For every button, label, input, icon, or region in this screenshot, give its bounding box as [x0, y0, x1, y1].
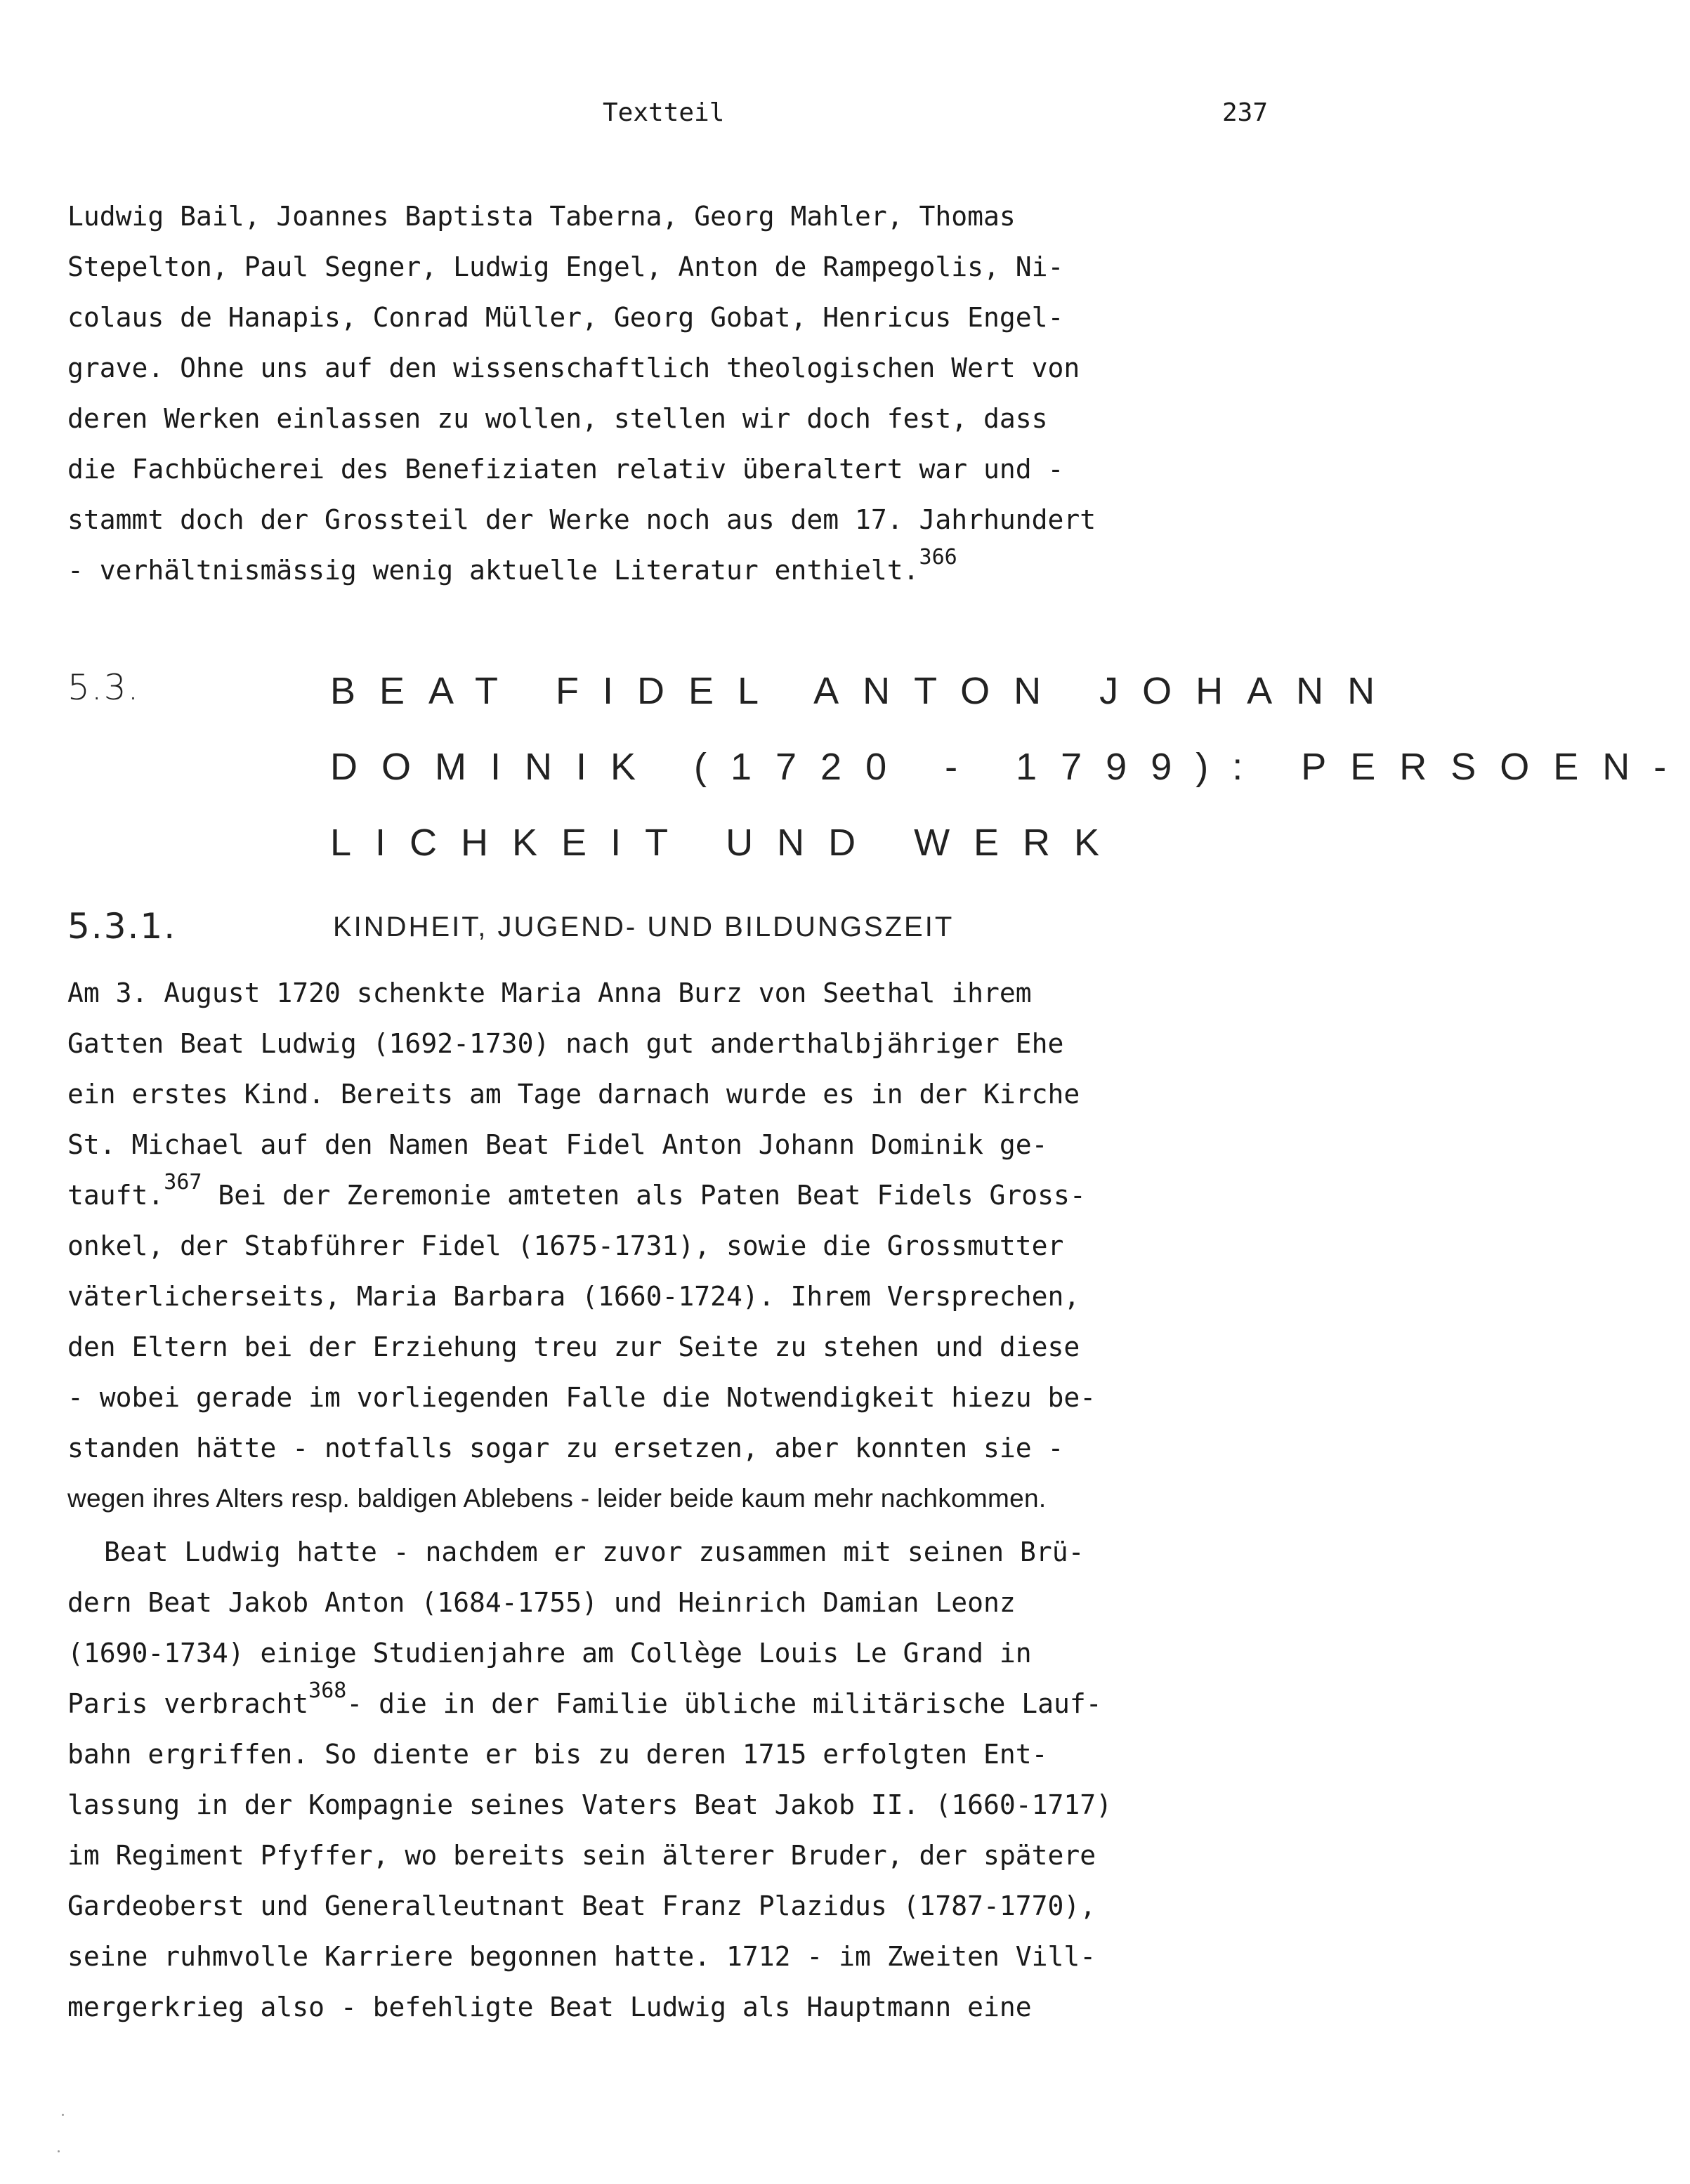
- paragraph-2: [67, 968, 1304, 1524]
- text-line: mergerkrieg also - befehligte Beat Ludwig als Hauptmann eine: [67, 1992, 1032, 2022]
- text-line: onkel, der Stabführer Fidel (1675-1731), sowie die Grossmutter: [67, 1230, 1064, 1261]
- text-segment: tauft.: [67, 1180, 164, 1211]
- section-title-line: DOMINIK (1720 - 1799): PERSOEN-: [330, 746, 1690, 788]
- text-line: bahn ergriffen. So diente er bis zu deren 1715 erfolgten Ent-: [67, 1739, 1048, 1770]
- text-line: [67, 1170, 1304, 1221]
- text-line: deren Werken einlassen zu wollen, stellen wir doch fest, dass: [67, 403, 1048, 434]
- text-line: dern Beat Jakob Anton (1684-1755) und Heinrich Damian Leonz: [67, 1587, 1016, 1618]
- text-line: lassung in der Kompagnie seines Vaters Beat Jakob II. (1660-1717): [67, 1789, 1113, 1820]
- section-number: 5.3.: [67, 667, 140, 708]
- text-line: Ludwig Bail, Joannes Baptista Taberna, Georg Mahler, Thomas: [67, 201, 1016, 232]
- section-title-line: BEAT FIDEL ANTON JOHANN: [330, 670, 1399, 712]
- scan-speck: [58, 2150, 60, 2152]
- text-line: seine ruhmvolle Karriere begonnen hatte. 1712 - im Zweiten Vill-: [67, 1941, 1096, 1972]
- text-segment: - die in der Familie übliche militärische Lauf-: [346, 1688, 1102, 1719]
- paragraph-1: [67, 191, 1304, 596]
- text-line: die Fachbücherei des Benefiziaten relativ überaltert war und -: [67, 454, 1064, 485]
- text-line: Gardeoberst und Generalleutnant Beat Franz Plazidus (1787-1770),: [67, 1890, 1096, 1921]
- text-line: - wobei gerade im vorliegenden Falle die Notwendigkeit hiezu be-: [67, 1382, 1096, 1413]
- subsection-number: 5.3.1.: [67, 906, 177, 947]
- section-title-line: LICHKEIT UND WERK: [330, 822, 1124, 864]
- running-title: Textteil: [603, 98, 725, 127]
- text-line: im Regiment Pfyffer, wo bereits sein älterer Bruder, der spätere: [67, 1840, 1096, 1871]
- footnote-marker: 366: [919, 545, 957, 570]
- text-line: colaus de Hanapis, Conrad Müller, Georg Gobat, Henricus Engel-: [67, 302, 1064, 333]
- paragraph-3: [67, 1527, 1304, 2032]
- text-line: Gatten Beat Ludwig (1692-1730) nach gut anderthalbjähriger Ehe: [67, 1028, 1064, 1059]
- footnote-marker: 367: [164, 1170, 202, 1195]
- text-line: ein erstes Kind. Bereits am Tage darnach wurde es in der Kirche: [67, 1079, 1080, 1110]
- text-line: väterlicherseits, Maria Barbara (1660-1724). Ihrem Versprechen,: [67, 1281, 1080, 1312]
- text-line: grave. Ohne uns auf den wissenschaftlich theologischen Wert von: [67, 353, 1080, 383]
- text-segment: - verhältnismässig wenig aktuelle Literatur enthielt.: [67, 555, 919, 586]
- text-line: wegen ihres Alters resp. baldigen Ablebens - leider beide kaum mehr nachkommen.: [67, 1484, 1047, 1513]
- text-segment: Bei der Zeremonie amteten als Paten Beat Fidels Gross-: [202, 1180, 1086, 1211]
- text-line: Stepelton, Paul Segner, Ludwig Engel, Anton de Rampegolis, Ni-: [67, 251, 1064, 282]
- section-title: [330, 653, 1690, 881]
- scan-speck: [62, 2114, 64, 2116]
- footnote-marker: 368: [308, 1678, 347, 1703]
- page-number: 237: [1222, 98, 1269, 127]
- text-line: den Eltern bei der Erziehung treu zur Seite zu stehen und diese: [67, 1331, 1080, 1362]
- text-line: stammt doch der Grossteil der Werke noch aus dem 17. Jahrhundert: [67, 504, 1096, 535]
- text-segment: Paris verbracht: [67, 1688, 309, 1719]
- text-line: St. Michael auf den Namen Beat Fidel Anton Johann Dominik ge-: [67, 1129, 1048, 1160]
- subsection-title: KINDHEIT, JUGEND- UND BILDUNGSZEIT: [333, 912, 955, 942]
- text-line: standen hätte - notfalls sogar zu ersetzen, aber konnten sie -: [67, 1433, 1064, 1463]
- text-line: Am 3. August 1720 schenkte Maria Anna Burz von Seethal ihrem: [67, 978, 1032, 1008]
- text-line: (1690-1734) einige Studienjahre am Collège Louis Le Grand in: [67, 1638, 1032, 1669]
- text-line: [67, 545, 1304, 596]
- text-line: [67, 1678, 1304, 1729]
- page-header: [0, 98, 1405, 133]
- text-line: Beat Ludwig hatte - nachdem er zuvor zusammen mit seinen Brü-: [104, 1537, 1085, 1567]
